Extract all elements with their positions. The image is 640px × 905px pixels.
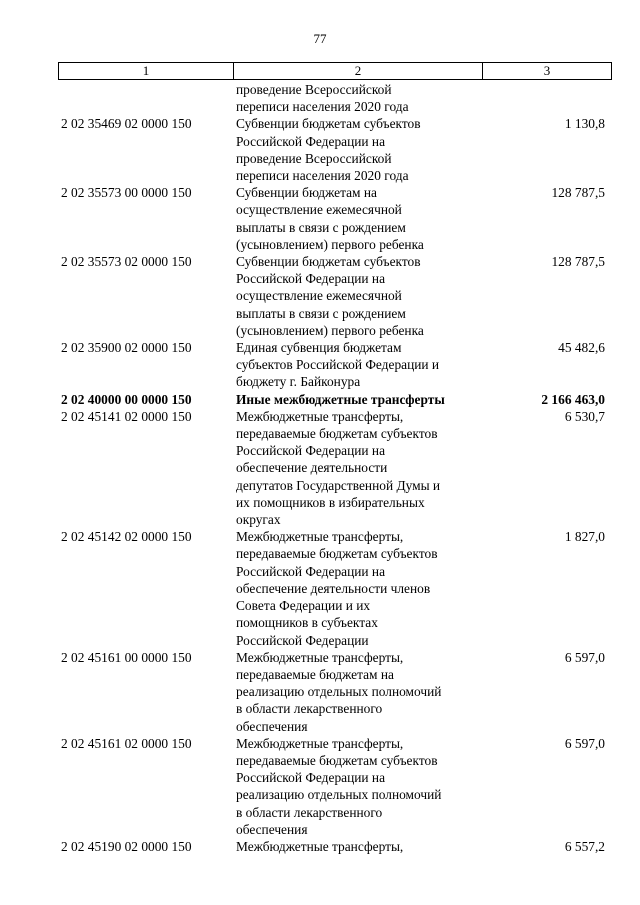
row-name-line: обеспечения bbox=[236, 718, 308, 734]
row-name-line: Российской Федерации на bbox=[236, 271, 386, 287]
row-name bbox=[232, 528, 480, 648]
row-code: 2 02 40000 00 0000 150 bbox=[61, 391, 192, 407]
row-code: 2 02 45161 00 0000 150 bbox=[61, 649, 192, 665]
row-name bbox=[232, 253, 480, 339]
row-amount: 6 557,2 bbox=[564, 838, 605, 854]
row-name-line: выплаты в связи с рождением bbox=[236, 219, 406, 235]
row-amount: 128 787,5 bbox=[551, 185, 605, 201]
row-name bbox=[232, 81, 480, 115]
row-name-line: Российской Федерации на bbox=[236, 443, 386, 459]
row-name-line: Межбюджетные трансферты, bbox=[236, 649, 404, 665]
row-name bbox=[232, 838, 480, 855]
row-name bbox=[232, 339, 480, 391]
table-row bbox=[58, 391, 608, 408]
row-name-line: реализацию отдельных полномочий bbox=[236, 787, 442, 803]
table-row bbox=[58, 115, 608, 184]
row-name-line: округах bbox=[236, 512, 281, 528]
row-name-line: Межбюджетные трансферты, bbox=[236, 529, 404, 545]
row-name-line: Российской Федерации на bbox=[236, 770, 386, 786]
row-name-line: обеспечение деятельности bbox=[236, 460, 388, 476]
row-name-line: передаваемые бюджетам на bbox=[236, 666, 394, 682]
row-name-line: (усыновлением) первого ребенка bbox=[236, 322, 424, 338]
row-name-line: передаваемые бюджетам субъектов bbox=[236, 426, 438, 442]
row-name-line: Субвенции бюджетам субъектов bbox=[236, 254, 421, 270]
row-name-line: Субвенции бюджетам на bbox=[236, 185, 377, 201]
row-name bbox=[232, 735, 480, 838]
table-row bbox=[58, 81, 608, 115]
row-name-line: Российской Федерации на bbox=[236, 133, 386, 149]
row-name bbox=[232, 649, 480, 735]
row-name-line: обеспечение деятельности членов bbox=[236, 580, 431, 596]
row-name-line: переписи населения 2020 года bbox=[236, 168, 409, 184]
table-row bbox=[58, 253, 608, 339]
row-name bbox=[232, 391, 480, 408]
row-amount bbox=[480, 81, 608, 115]
table-header bbox=[58, 62, 612, 80]
row-name-line: субъектов Российской Федерации и bbox=[236, 357, 440, 373]
row-name-line: выплаты в связи с рождением bbox=[236, 305, 406, 321]
row-name-line: Совета Федерации и их bbox=[236, 598, 371, 614]
row-code: 2 02 35900 02 0000 150 bbox=[61, 340, 192, 356]
header-col-name: 2 bbox=[234, 63, 483, 80]
row-name-line: Российской Федерации bbox=[236, 632, 369, 648]
table-header-row bbox=[59, 63, 612, 80]
budget-table-body bbox=[58, 81, 608, 855]
table-row bbox=[58, 184, 608, 253]
row-amount: 6 597,0 bbox=[564, 735, 605, 751]
header-col-amount: 3 bbox=[483, 63, 612, 80]
row-code: 2 02 35469 02 0000 150 bbox=[61, 116, 192, 132]
row-amount: 2 166 463,0 bbox=[541, 391, 605, 407]
row-name-line: Российской Федерации на bbox=[236, 563, 386, 579]
row-name-line: Субвенции бюджетам субъектов bbox=[236, 116, 421, 132]
row-name-line: реализацию отдельных полномочий bbox=[236, 684, 442, 700]
row-amount: 6 530,7 bbox=[564, 408, 605, 424]
table-row bbox=[58, 838, 608, 855]
row-code bbox=[58, 81, 232, 115]
row-code: 2 02 45161 02 0000 150 bbox=[61, 735, 192, 751]
row-name-line: Межбюджетные трансферты, bbox=[236, 838, 404, 854]
page-number: 77 bbox=[313, 31, 327, 46]
row-name-line: помощников в субъектах bbox=[236, 615, 378, 631]
row-amount: 45 482,6 bbox=[558, 340, 605, 356]
row-name-line: в области лекарственного bbox=[236, 804, 383, 820]
row-name-line: Межбюджетные трансферты, bbox=[236, 408, 404, 424]
row-name-line: Единая субвенция бюджетам bbox=[236, 340, 402, 356]
table-row bbox=[58, 408, 608, 528]
row-name-line: (усыновлением) первого ребенка bbox=[236, 236, 424, 252]
row-code: 2 02 45142 02 0000 150 bbox=[61, 529, 192, 545]
table-row bbox=[58, 528, 608, 648]
row-name-line: передаваемые бюджетам субъектов bbox=[236, 752, 438, 768]
row-code: 2 02 45190 02 0000 150 bbox=[61, 838, 192, 854]
row-code: 2 02 45141 02 0000 150 bbox=[61, 408, 192, 424]
row-name bbox=[232, 408, 480, 528]
table-row bbox=[58, 649, 608, 735]
row-name-line: осуществление ежемесячной bbox=[236, 288, 402, 304]
row-name-line: Иные межбюджетные трансферты bbox=[236, 391, 445, 407]
row-amount: 1 130,8 bbox=[564, 116, 605, 132]
row-name-line: депутатов Государственной Думы и bbox=[236, 477, 441, 493]
row-code: 2 02 35573 02 0000 150 bbox=[61, 254, 192, 270]
row-name-line: Межбюджетные трансферты, bbox=[236, 735, 404, 751]
row-name-line: проведение Всероссийской bbox=[236, 82, 392, 97]
row-amount: 6 597,0 bbox=[564, 649, 605, 665]
row-name-line: переписи населения 2020 года bbox=[236, 99, 409, 115]
row-name-line: передаваемые бюджетам субъектов bbox=[236, 546, 438, 562]
header-col-code: 1 bbox=[59, 63, 234, 80]
row-name-line: обеспечения bbox=[236, 821, 308, 837]
row-name-line: осуществление ежемесячной bbox=[236, 202, 402, 218]
row-code: 2 02 35573 00 0000 150 bbox=[61, 185, 192, 201]
table-row bbox=[58, 339, 608, 391]
row-name-line: проведение Всероссийской bbox=[236, 150, 392, 166]
row-amount: 128 787,5 bbox=[551, 254, 605, 270]
row-name-line: бюджету г. Байконура bbox=[236, 374, 361, 390]
row-name-line: их помощников в избирательных bbox=[236, 494, 425, 510]
row-name bbox=[232, 115, 480, 184]
table-row bbox=[58, 735, 608, 838]
row-name bbox=[232, 184, 480, 253]
row-name-line: в области лекарственного bbox=[236, 701, 383, 717]
row-amount: 1 827,0 bbox=[564, 529, 605, 545]
